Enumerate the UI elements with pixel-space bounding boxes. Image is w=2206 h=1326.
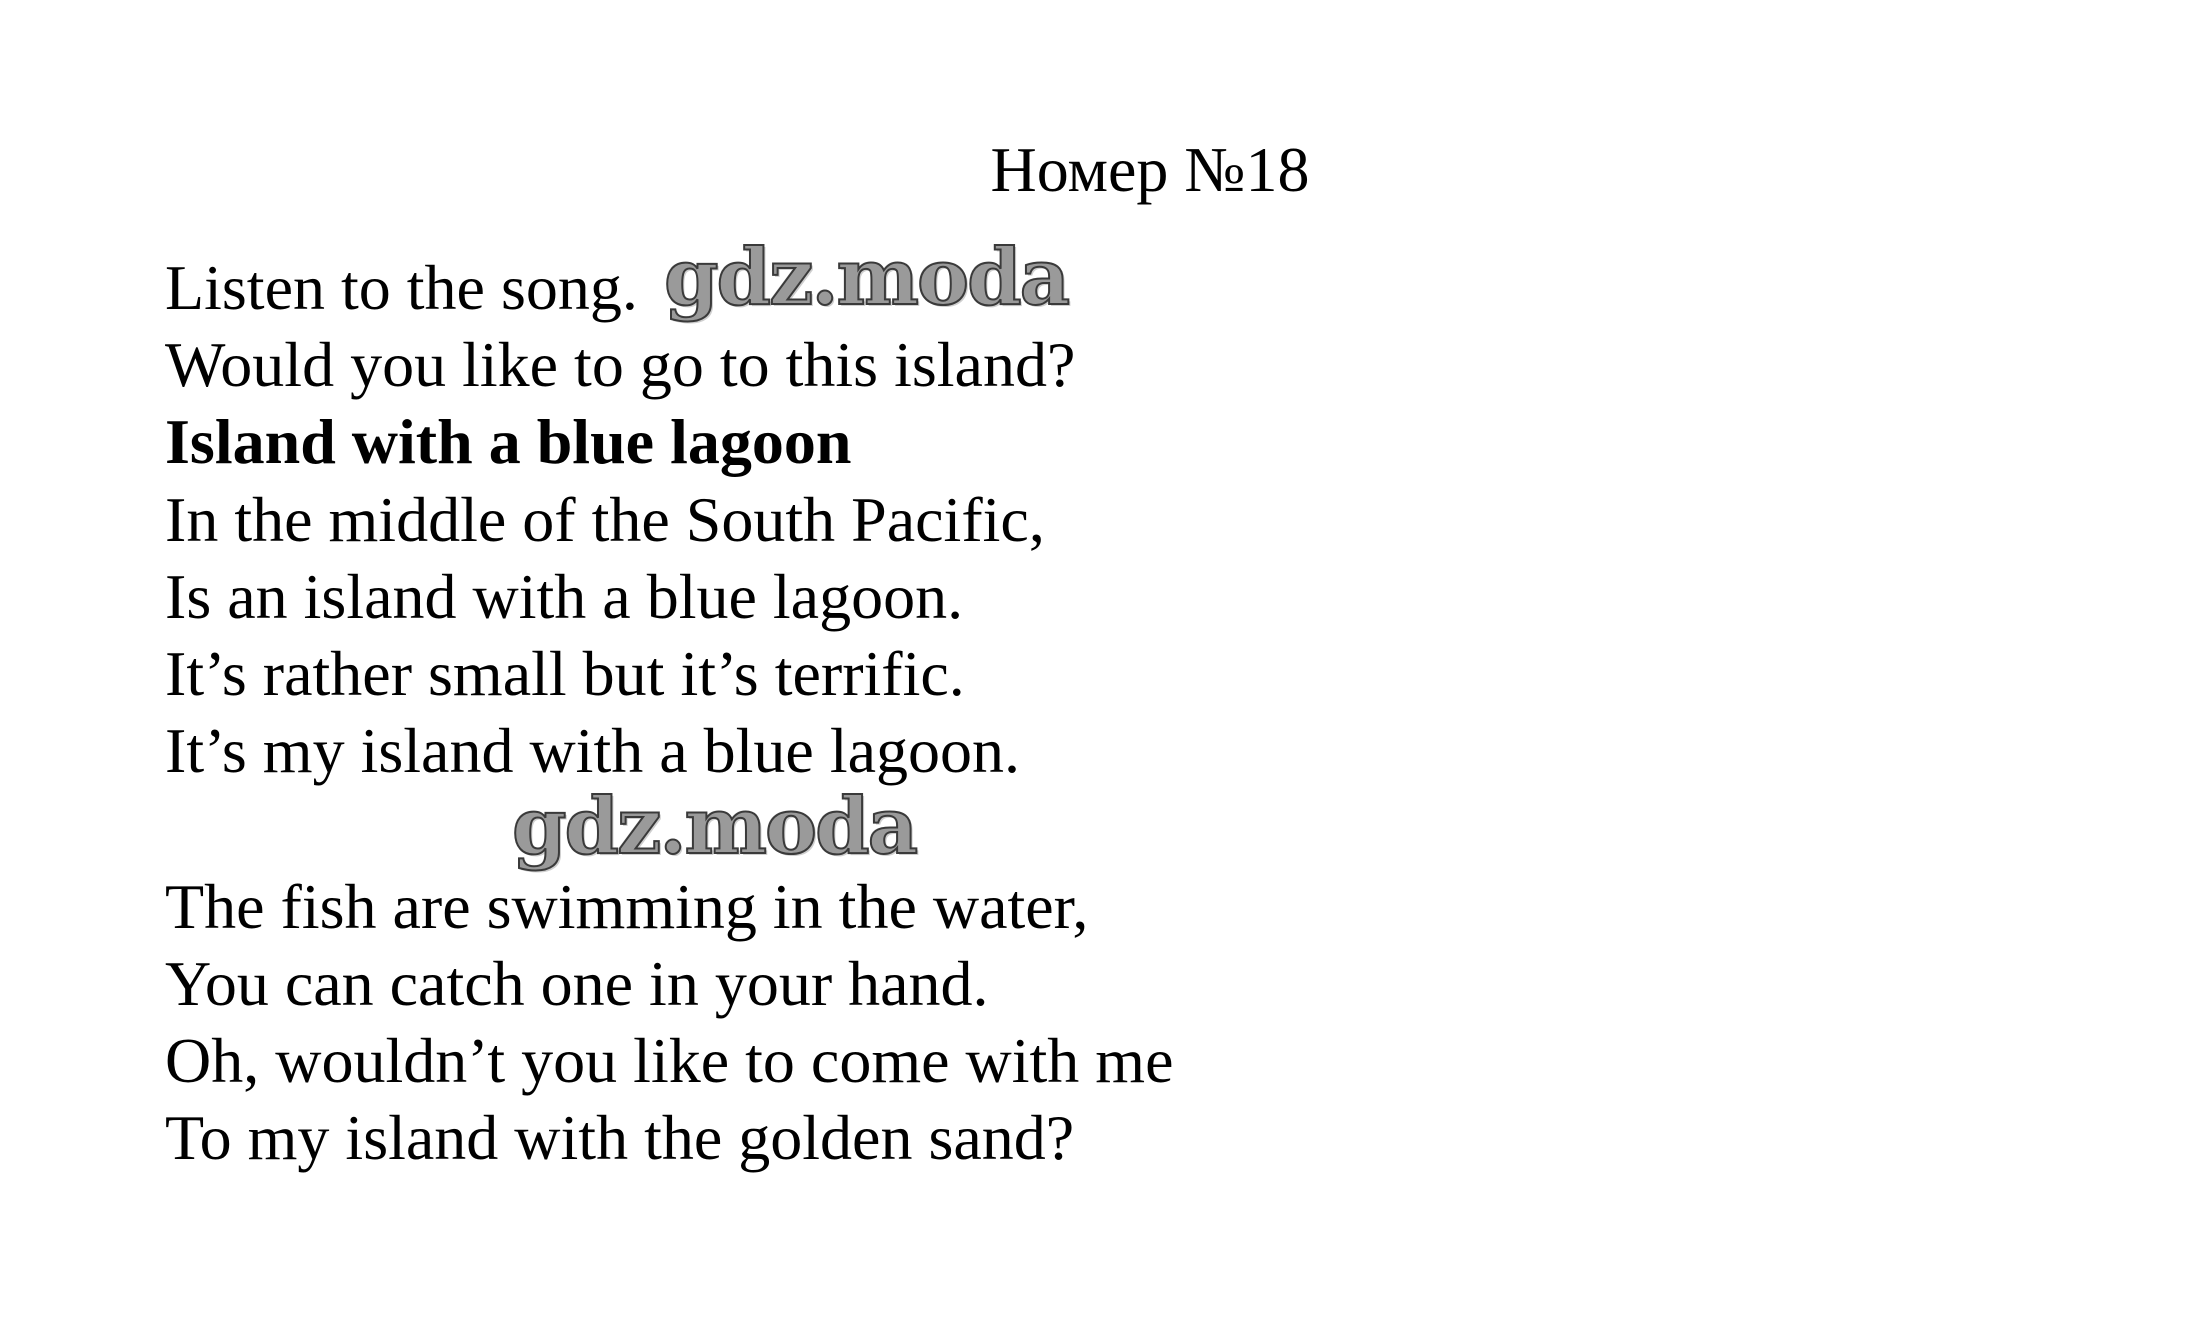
watermark-logo: gdz.moda <box>664 232 1069 323</box>
intro-line-listen: Listen to the song. <box>165 252 638 323</box>
verse2-line-3: Oh, wouldn’t you like to come with me <box>165 1025 1174 1096</box>
song-title: Island with a blue lagoon <box>165 406 852 477</box>
verse2-line-4: To my island with the golden sand? <box>165 1102 1075 1173</box>
intro-line-question: Would you like to go to this island? <box>165 329 1076 400</box>
verse1-line-2: Is an island with a blue lagoon. <box>165 561 964 632</box>
verse2-line-1: The fish are swimming in the water, <box>165 871 1089 942</box>
verse1-line-1: In the middle of the South Pacific, <box>165 484 1045 555</box>
page-title: Номер №18 <box>990 134 1310 205</box>
verse2-line-2: You can catch one in your hand. <box>165 948 989 1019</box>
watermark-logo: gdz.moda <box>512 781 917 872</box>
verse1-line-3: It’s rather small but it’s terrific. <box>165 638 965 709</box>
verse1-line-4: It’s my island with a blue lagoon. <box>165 715 1020 786</box>
